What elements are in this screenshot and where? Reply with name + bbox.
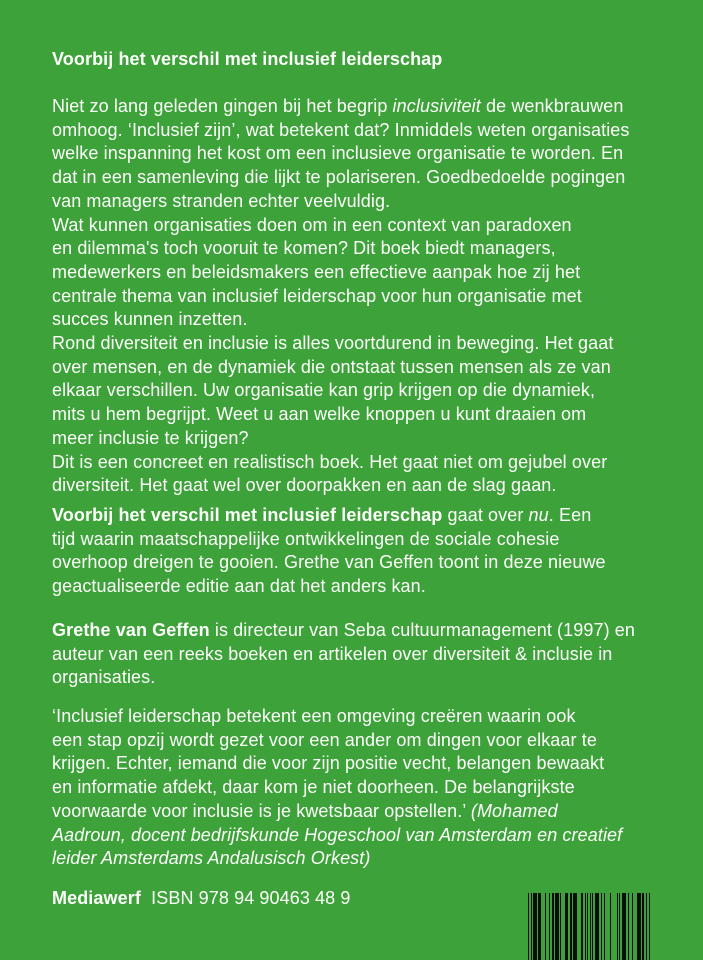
text-line [52,504,682,528]
text-segment: dat in een samenleving die lijkt te polariseren. Goedbedoelde pogingen [52,167,626,188]
text-line [52,575,682,599]
text-line [52,729,682,753]
text-segment: gaat over [442,505,529,525]
text-segment: de wenkbrauwen [480,96,624,116]
text-line [52,95,682,119]
text-segment: mits u hem begrijpt. Weet u aan welke knoppen u kunt draaien om [52,404,587,425]
text-line [52,166,682,190]
text-segment: een stap opzij wordt gezet voor een ander om dingen voor elkaar te [52,729,597,750]
text-segment: Rond diversiteit en inclusie is alles voortdurend in beweging. Het gaat [52,333,614,354]
text-line [52,427,682,451]
text-line [52,403,682,427]
text-segment: en dilemma's toch vooruit te komen? Dit boek biedt managers, [52,238,556,259]
text-segment: (Mohamed [470,800,558,821]
text-line [52,48,682,72]
publisher-isbn-line [52,887,682,911]
text-line [52,285,682,309]
text-segment: . Een [548,505,592,525]
text-segment: is directeur van Seba cultuurmanagement (1997) en [209,620,635,640]
text-line [52,847,682,871]
synopsis-paragraphs [52,95,682,498]
text-line [52,474,682,498]
text-segment: omhoog. ‘Inclusief zijn’, wat betekent dat? Inmiddels weten organisaties [52,119,630,140]
text-line [52,824,682,848]
text-line [52,356,682,380]
text-line [52,379,682,403]
text-segment: meer inclusie te krijgen? [52,427,249,448]
text-segment: over mensen, en de dynamiek die ontstaat tussen mensen als ze van [52,356,611,377]
text-segment: elkaar verschillen. Uw organisatie kan grip krijgen op die dynamiek, [52,380,596,401]
book-title: Voorbij het verschil met inclusief leiderschap [52,49,443,69]
publisher-name: Mediawerf [52,888,141,908]
text-segment: leider Amsterdams Andalusisch Orkest) [52,848,371,869]
text-line [52,190,682,214]
text-segment: auteur van een reeks boeken en artikelen over diversiteit & inclusie in [52,643,613,664]
testimonial-quote [52,705,682,871]
text-segment: Aadroun, docent bedrijfskunde Hogeschool van Amsterdam en creatief [52,824,623,845]
text-segment: Wat kunnen organisaties doen om in een context van paradoxen [52,214,572,235]
text-line [52,705,682,729]
text-segment: organisaties. [52,667,156,688]
text-segment: ‘Inclusief leiderschap betekent een omgeving creëren waarin ook [52,706,576,726]
text-segment: welke inspanning het kost om een inclusieve organisatie te worden. En [52,143,624,164]
text-line [52,800,682,824]
text-line [52,887,682,911]
text-line [52,142,682,166]
text-line [52,237,682,261]
text-line [52,261,682,285]
text-line [52,214,682,238]
edition-note [52,504,682,599]
text-segment: nu [528,505,549,525]
text-segment: Dit is een concreet en realistisch boek. Het gaat niet om gejubel over [52,451,608,472]
text-segment: krijgen. Echter, iemand die voor zijn positie vecht, belangen bewaakt [52,753,605,774]
text-segment: centrale thema van inclusief leiderschap voor hun organisatie met [52,285,582,306]
text-segment: medewerkers en beleidsmakers een effectieve aanpak hoe zij het [52,261,581,282]
text-segment: voorwaarde voor inclusie is je kwetsbaar opstellen.’ [52,800,471,821]
text-line [52,666,682,690]
text-segment: van managers stranden echter veelvuldig. [52,190,391,211]
text-segment: tijd waarin maatschappelijke ontwikkelingen de sociale cohesie [52,528,560,549]
book-title-line [52,48,682,72]
text-line [52,619,682,643]
text-line [52,119,682,143]
text-segment: Niet zo lang geleden gingen bij het begrip [52,96,393,116]
text-segment: succes kunnen inzetten. [52,309,248,330]
text-segment: Voorbij het verschil met inclusief leiderschap [52,505,443,525]
text-segment: inclusiviteit [392,96,481,116]
text-line [52,451,682,475]
text-segment: diversiteit. Het gaat wel over doorpakken en aan de slag gaan. [52,475,557,496]
isbn-text: ISBN 978 94 90463 48 9 [140,888,351,908]
author-name: Grethe van Geffen [52,620,210,640]
text-segment: geactualiseerde editie aan dat het anders kan. [52,576,426,597]
text-line [52,551,682,575]
author-bio [52,619,682,690]
text-segment: overhoop dreigen te gooien. Grethe van Geffen toont in deze nieuwe [52,552,606,573]
text-line [52,332,682,356]
text-line [52,752,682,776]
text-segment: en informatie afdekt, daar kom je niet doorheen. De belangrijkste [52,777,575,798]
text-line [52,776,682,800]
text-line [52,308,682,332]
text-line [52,643,682,667]
text-line [52,528,682,552]
